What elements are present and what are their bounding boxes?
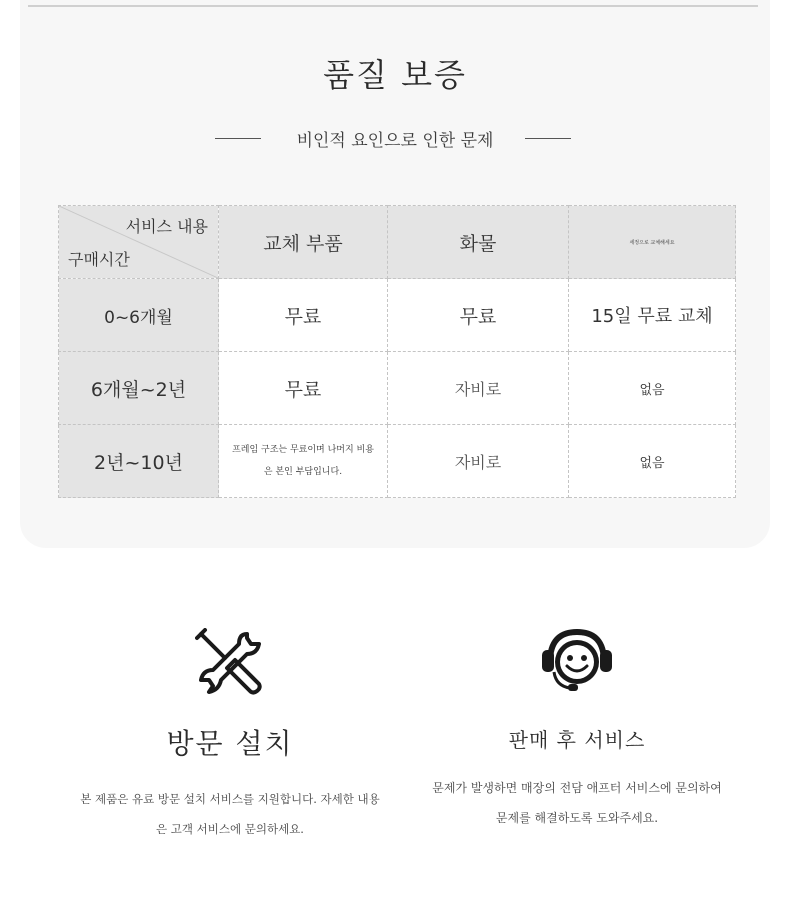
row-period: 0~6개월 [59, 279, 219, 352]
row-extra: 없음 [569, 352, 736, 425]
feature-after-sales [392, 628, 762, 833]
warranty-table [58, 205, 736, 498]
header-extra: 세정으로 교체해세요 [569, 206, 736, 279]
row-parts: 무료 [219, 352, 388, 425]
subtitle-divider-left [215, 138, 261, 139]
warranty-title: 품질 보증 [323, 56, 467, 94]
visit-install-desc [40, 784, 420, 844]
header-freight: 화물 [388, 206, 569, 279]
row-extra: 15일 무료 교체 [569, 279, 736, 352]
row-period: 6개월~2년 [59, 352, 219, 425]
header-service-content: 서비스 내용 [125, 217, 208, 236]
after-sales-desc [392, 773, 762, 833]
warranty-subtitle-row [0, 124, 790, 152]
headset-support-icon [540, 628, 614, 694]
row-parts [219, 425, 388, 498]
row-parts-line2: 은 본인 부담입니다. [263, 467, 343, 477]
row-parts: 무료 [219, 279, 388, 352]
tools-icon [195, 628, 265, 698]
table-row [59, 352, 736, 425]
warranty-subtitle: 비인적 요인으로 인한 문제 [296, 131, 494, 151]
row-period: 2년~10년 [59, 425, 219, 498]
after-sales-title: 판매 후 서비스 [508, 728, 646, 752]
row-extra: 없음 [569, 425, 736, 498]
row-parts-line1: 프레임 구조는 무료이며 나머지 비용 [232, 445, 374, 455]
top-divider [28, 5, 758, 7]
row-freight: 무료 [388, 279, 569, 352]
visit-install-desc-line1: 본 제품은 유료 방문 설치 서비스를 지원합니다. 자세한 내용 [80, 792, 380, 806]
header-parts: 교체 부품 [219, 206, 388, 279]
feature-visit-install [40, 628, 420, 844]
header-purchase-time: 구매시간 [68, 250, 130, 269]
visit-install-desc-line2: 은 고객 서비스에 문의하세요. [156, 822, 304, 836]
table-row [59, 425, 736, 498]
visit-install-title: 방문 설치 [166, 727, 294, 760]
after-sales-desc-line2: 문제를 해결하도록 도와주세요. [495, 811, 659, 825]
table-corner-header [59, 206, 219, 279]
subtitle-divider-right [525, 138, 571, 139]
row-freight: 자비로 [388, 352, 569, 425]
after-sales-desc-line1: 문제가 발생하면 매장의 전담 애프터 서비스에 문의하여 [432, 781, 722, 795]
table-header-row [59, 206, 736, 279]
row-freight: 자비로 [388, 425, 569, 498]
table-row [59, 279, 736, 352]
